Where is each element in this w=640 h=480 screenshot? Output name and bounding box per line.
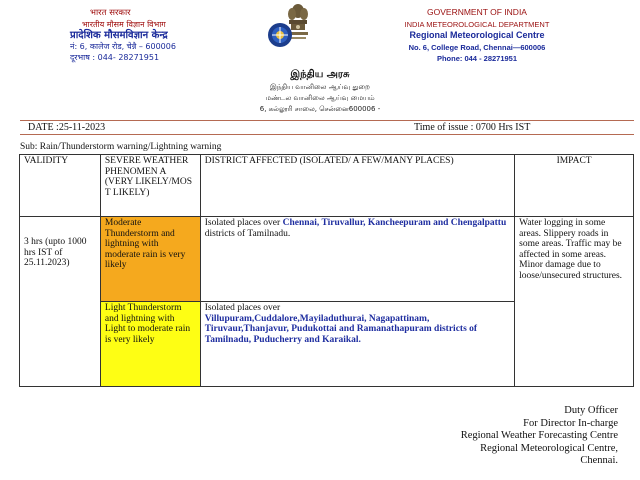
- table-header-row: [20, 155, 634, 217]
- tamil-address: 6, கல்லூரி சாலை, சென்னை600006 -: [259, 105, 381, 113]
- hindi-gov: भारत सरकार: [90, 8, 131, 18]
- district-cell-row1: [200, 217, 514, 302]
- district-prefix: Isolated places over: [204, 218, 281, 228]
- district-prefix: Isolated places over: [204, 303, 281, 313]
- subject-line: Sub: Rain/Thunderstorm warning/Lightning warning: [20, 142, 222, 152]
- severe-cell-light: Light Thunderstorm and lightning with Light to moderate rain is very likely: [100, 302, 200, 387]
- header-hindi: [70, 8, 260, 63]
- header-severe-weather: SEVERE WEATHER PHENOMEN A (VERY LIKELY/MOS T LIKELY): [100, 155, 200, 217]
- issue-time: Time of issue : 0700 Hrs IST: [414, 122, 531, 133]
- hindi-address: नं: 6, कालेज रोड, चेन्नै – 600006: [70, 42, 176, 51]
- validity-cell: 3 hrs (upto 1000 hrs IST of 25.11.2023): [20, 217, 101, 387]
- imd-logo-icon: [267, 22, 293, 48]
- table-row: [20, 217, 634, 302]
- english-centre: Regional Meteorological Centre: [409, 30, 545, 40]
- bulletin-date: DATE :25-11-2023: [28, 122, 106, 133]
- signature-line: For Director In-charge: [523, 417, 618, 429]
- hindi-phone: दूरभाष : 044- 28271951: [70, 53, 160, 62]
- signature-line: Duty Officer: [564, 405, 618, 416]
- tamil-gov: இந்திய அரசு: [290, 69, 350, 80]
- date-bar: [20, 120, 634, 135]
- signature-block: [461, 405, 618, 468]
- header-tamil: [200, 68, 440, 115]
- signature-line: Regional Weather Forecasting Centre: [460, 430, 618, 441]
- severe-cell-moderate: Moderate Thunderstorm and lightning with moderate rain is very likely: [100, 217, 200, 302]
- district-cell-row2: [200, 302, 514, 387]
- tamil-centre: மண்டல வானிலை ஆய்வு மையம்: [265, 94, 375, 102]
- english-address: No. 6, College Road, Chennai—600006: [408, 42, 546, 52]
- header-impact: IMPACT: [515, 155, 634, 217]
- hindi-centre: प्रादेशिक मौसमविज्ञान केन्द्र: [70, 30, 168, 41]
- header-english: [362, 7, 592, 65]
- district-names: Chennai, Tiruvallur, Kancheepuram and Chengalpattu: [282, 218, 507, 228]
- signature-line: Chennai.: [580, 455, 618, 466]
- district-names: Villupuram,Cuddalore,Mayiladuthurai, Nagapattinam, Tiruvaur,Thanjavur, Pudukottai and Ramanathapuram districts of Tamilnadu, Puducherry and Karaikal.: [204, 313, 478, 345]
- english-gov: GOVERNMENT OF INDIA: [427, 7, 527, 17]
- header-district: DISTRICT AFFECTED (ISOLATED/ A FEW/MANY PLACES): [200, 155, 514, 217]
- impact-cell: Water logging in some areas. Slippery roads in some areas. Traffic may be affected in some areas. Minor damage due to loose/unsecured structures.: [515, 217, 634, 387]
- district-suffix: districts of Tamilnadu.: [204, 228, 291, 239]
- english-phone: Phone: 044 - 28271951: [436, 54, 518, 63]
- warning-table: [19, 154, 634, 387]
- signature-line: Regional Meteorological Centre,: [480, 442, 618, 454]
- hindi-dept: भारतीय मौसम विज्ञान विभाग: [82, 20, 166, 29]
- header-validity: VALIDITY: [20, 155, 101, 217]
- english-dept: INDIA METEOROLOGICAL DEPARTMENT: [404, 19, 550, 29]
- tamil-dept: இந்திய வானிலை ஆய்வு துறை: [270, 83, 370, 91]
